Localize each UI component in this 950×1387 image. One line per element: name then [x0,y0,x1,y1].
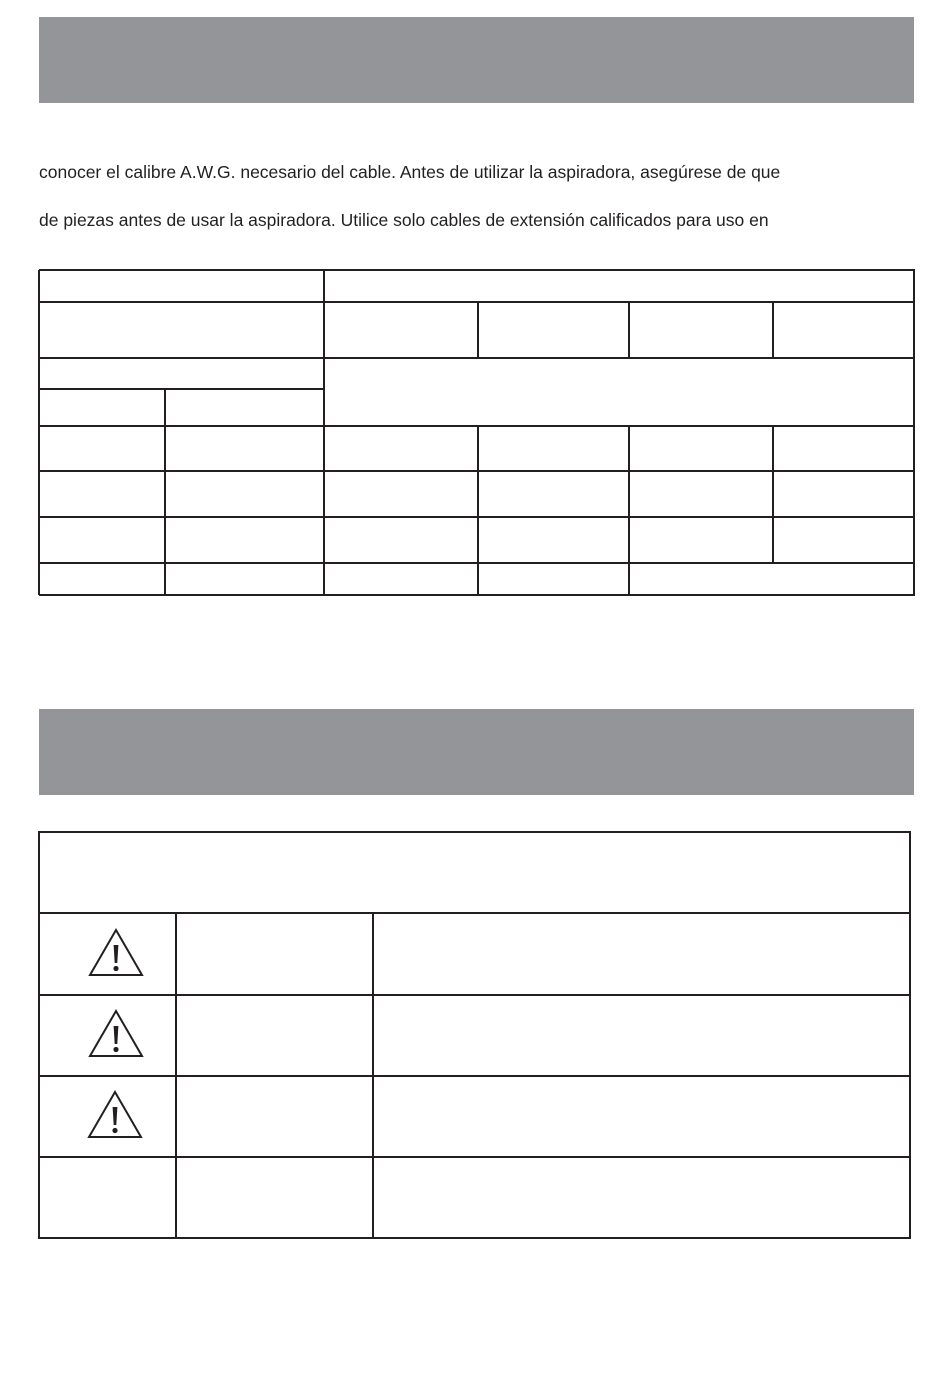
warning-triangle-icon [88,928,144,978]
warning-triangle-icon [87,1090,143,1140]
warning-triangle-icon [88,1009,144,1059]
paragraph-line-2: de piezas antes de usar la aspiradora. Utilice solo cables de extensión calificados para uso en [39,210,769,230]
paragraph-line-1: conocer el calibre A.W.G. necesario del cable. Antes de utilizar la aspiradora, asegúrese de que [39,162,781,182]
